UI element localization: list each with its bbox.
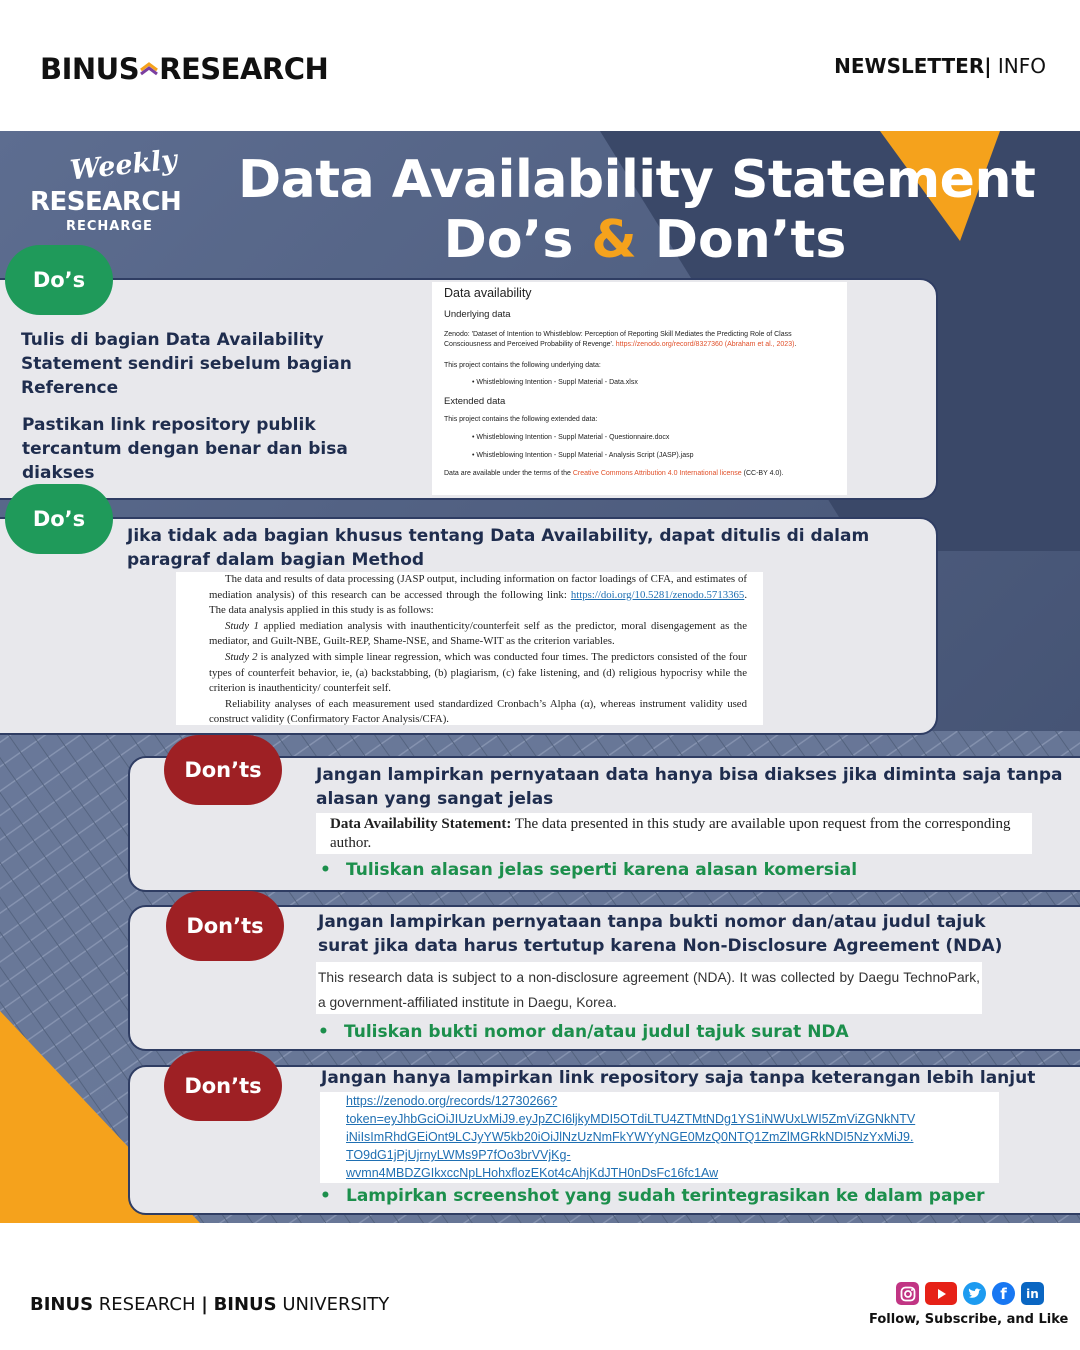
- data-availability-example: [432, 282, 847, 495]
- example-underlying-heading: Underlying data: [444, 309, 511, 320]
- footer-sep: |: [201, 1294, 208, 1315]
- method-paragraph-example: [176, 572, 763, 725]
- donts-point-3: Jangan hanya lampirkan link repository saja tanpa keterangan lebih lanjut: [321, 1068, 1036, 1088]
- method-p2-text: applied mediation analysis with inauthenticity/counterfeit self as the predictor, moral disengagement as the mediator, and Guilt-NBE, Guilt-REP, Shame-NSE, and Shame-WIT as the criterion variables.: [209, 619, 747, 648]
- dos-pill-1: Do’s: [5, 245, 113, 315]
- dos-point-3: Jika tidak ada bagian khusus tentang Data Availability, dapat ditulis di dalam paragraf dalam bagian Method: [127, 526, 870, 570]
- method-study1: Study 1: [225, 619, 259, 632]
- method-p2: [209, 619, 747, 650]
- subtitle-donts: Don’ts: [654, 210, 847, 270]
- raw-link-line-1[interactable]: https://zenodo.org/records/12730266?: [346, 1094, 558, 1108]
- brand-left: BINUS: [40, 52, 140, 86]
- extended-item-1-text: Whistleblowing Intention - Suppl Material - Questionnaire.docx: [476, 434, 670, 441]
- method-p1-a: The data and results of data processing (JASP output, including information on factor loadings of CFA, and estimates of mediation analysis) of this research can be accessed through the following link:: [209, 573, 747, 601]
- method-study2: Study 2: [225, 650, 258, 663]
- raw-link-line-3[interactable]: iNiIsImRhdGEiOnt9LCJyYW5kb20iOiJlNzUzNmFkYWYyNGE0MzQ0NTQ1ZmZlMGRkNDI5NzYxMiJ9.: [346, 1130, 914, 1144]
- donts-pill-2: Don’ts: [166, 891, 284, 961]
- license-line: [444, 470, 835, 477]
- example-extended-heading: Extended data: [444, 396, 506, 407]
- info-label: INFO: [997, 54, 1046, 78]
- example-heading: Data availability: [444, 286, 532, 300]
- method-p4: Reliability analyses of each measurement used standardized Cronbach’s Alpha (α), whereas instrument validity used construct validity (Confirmatory Factor Analysis/CFA).: [209, 697, 747, 726]
- linkedin-icon[interactable]: in: [1021, 1282, 1044, 1305]
- footer-brand: [30, 1294, 389, 1315]
- footer-binus-2: BINUS: [213, 1294, 277, 1315]
- raw-link-line-5[interactable]: wvmn4MBDZGIkxccNpLHohxflozEKot4cAhjKdJTH0nDsFc16fc1Aw: [346, 1166, 719, 1180]
- twitter-icon[interactable]: [963, 1282, 986, 1305]
- request-statement-label: Data Availability Statement:: [330, 816, 512, 832]
- license-link[interactable]: Creative Commons Attribution 4.0 International license: [572, 470, 742, 477]
- brand-mark-icon: [140, 62, 158, 76]
- zenodo-cite[interactable]: (Abraham et al., 2023): [724, 341, 795, 348]
- zenodo-prefix: Zenodo: 'Dataset of Intention to Whistleblow: Perception of Reporting Skill Mediates the Predicting Role of Class Consciousness and Perceived Probability of Revenge'.: [444, 331, 792, 348]
- donts-pill-3: Don’ts: [164, 1051, 282, 1121]
- youtube-icon[interactable]: [925, 1282, 957, 1305]
- brand-right: RESEARCH: [159, 52, 329, 86]
- method-p3-text: is analyzed with simple linear regression, which was conducted four times. The predictors consisted of the four types of counterfeit behavior, ie, (a) backstabbing, (b) plagiarism, (c) fake listening, and (d) religious hypocrisy while the criterion is inauthenticity/ counterfeit self.: [209, 650, 747, 695]
- newsletter-tag: [834, 54, 1046, 78]
- request-statement-example: [316, 813, 1032, 854]
- raw-link-line-4[interactable]: TO9dG1jPjUjrnyLWMs9P7fOo3brVVjKg-: [346, 1148, 571, 1162]
- extended-item-2-text: Whistleblowing Intention - Suppl Material - Analysis Script (JASP).jasp: [476, 452, 694, 459]
- method-p3: [209, 650, 747, 697]
- newsletter-sep: |: [984, 54, 992, 78]
- method-doi-link[interactable]: https://doi.org/10.5281/zenodo.5713365: [570, 588, 745, 601]
- dos-point-1: Tulis di bagian Data Availability Statement sendiri sebelum bagian Reference: [21, 330, 352, 398]
- method-p1: [209, 572, 747, 619]
- footer-binus-1: BINUS: [30, 1294, 94, 1315]
- donts-tip-3: • Lampirkan screenshot yang sudah terintegrasikan ke dalam paper: [320, 1186, 985, 1206]
- newsletter-label: NEWSLETTER: [834, 54, 985, 78]
- footer-university: UNIVERSITY: [282, 1294, 390, 1315]
- extended-intro: This project contains the following extended data:: [444, 416, 598, 423]
- page-title: Data Availability Statement: [238, 150, 1036, 210]
- underlying-intro: This project contains the following underlying data:: [444, 362, 601, 369]
- license-suffix: (CC-BY 4.0).: [743, 470, 784, 477]
- zenodo-link[interactable]: https://zenodo.org/record/8327360: [615, 341, 723, 348]
- donts-point-2: Jangan lampirkan pernyataan tanpa bukti nomor dan/atau judul tajuk surat jika data harus tertutup karena Non-Disclosure Agreement (NDA): [318, 912, 1003, 956]
- donts-tip-2: • Tuliskan bukti nomor dan/atau judul tajuk surat NDA: [318, 1022, 849, 1042]
- license-prefix: Data are available under the terms of the: [444, 470, 571, 477]
- footer-research: RESEARCH: [98, 1294, 196, 1315]
- subtitle-ampersand: &: [591, 210, 637, 270]
- dos-pill-2: Do’s: [5, 484, 113, 554]
- follow-text: Follow, Subscribe, and Like: [869, 1312, 1069, 1327]
- instagram-icon[interactable]: [896, 1282, 919, 1305]
- recharge-label: RECHARGE: [66, 219, 153, 234]
- extended-item-2: • Whistleblowing Intention - Suppl Material - Analysis Script (JASP).jasp: [472, 452, 694, 459]
- facebook-icon[interactable]: f: [992, 1282, 1015, 1305]
- raw-link-line-2[interactable]: token=eyJhbGciOiJIUzUxMiJ9.eyJpZCI6ljkyMDI5OTdiLTU4ZTMtNDg1YS1iNWUxLWI5ZmViZGNkNTV: [346, 1112, 916, 1126]
- underlying-item-text: Whistleblowing Intention - Suppl Material - Data.xlsx: [476, 379, 638, 386]
- weekly-label: Weekly: [68, 144, 179, 187]
- request-statement-text: The data presented in this study are available upon request from the corresponding author.: [330, 816, 1011, 851]
- nda-statement-example: This research data is subject to a non-disclosure agreement (NDA). It was collected by Daegu TechnoPark, a government-affiliated institute in Daegu, Korea.: [316, 962, 982, 1014]
- donts-tip-1: • Tuliskan alasan jelas seperti karena alasan komersial: [320, 860, 857, 880]
- brand-logo: [40, 52, 328, 86]
- weekly-research-label: RESEARCH: [30, 187, 182, 217]
- method-p1-b: . The data analysis applied in this study is as follows:: [209, 588, 748, 617]
- subtitle-dos: Do’s: [443, 210, 574, 270]
- donts-pill-1: Don’ts: [164, 735, 282, 805]
- extended-item-1: • Whistleblowing Intention - Suppl Material - Questionnaire.docx: [472, 434, 670, 441]
- social-links: [896, 1282, 1044, 1305]
- raw-link-example: [320, 1092, 999, 1183]
- page-subtitle: [0, 210, 1080, 270]
- example-zenodo-ref: Zenodo: 'Dataset of Intention to Whistleblow: Perception of Reporting Skill Mediates the Predicting Role of Class Consciousness and Perceived Probability of Revenge'. https://zenodo.org/record/8327360 (Abraham et al., 2023).: [444, 331, 797, 348]
- donts-point-1: Jangan lampirkan pernyataan data hanya bisa diakses jika diminta saja tanpa alasan yang sangat jelas: [316, 765, 1063, 809]
- underlying-item: • Whistleblowing Intention - Suppl Material - Data.xlsx: [472, 379, 638, 386]
- dos-point-2: Pastikan link repository publik tercantum dengan benar dan bisa diakses: [22, 415, 348, 483]
